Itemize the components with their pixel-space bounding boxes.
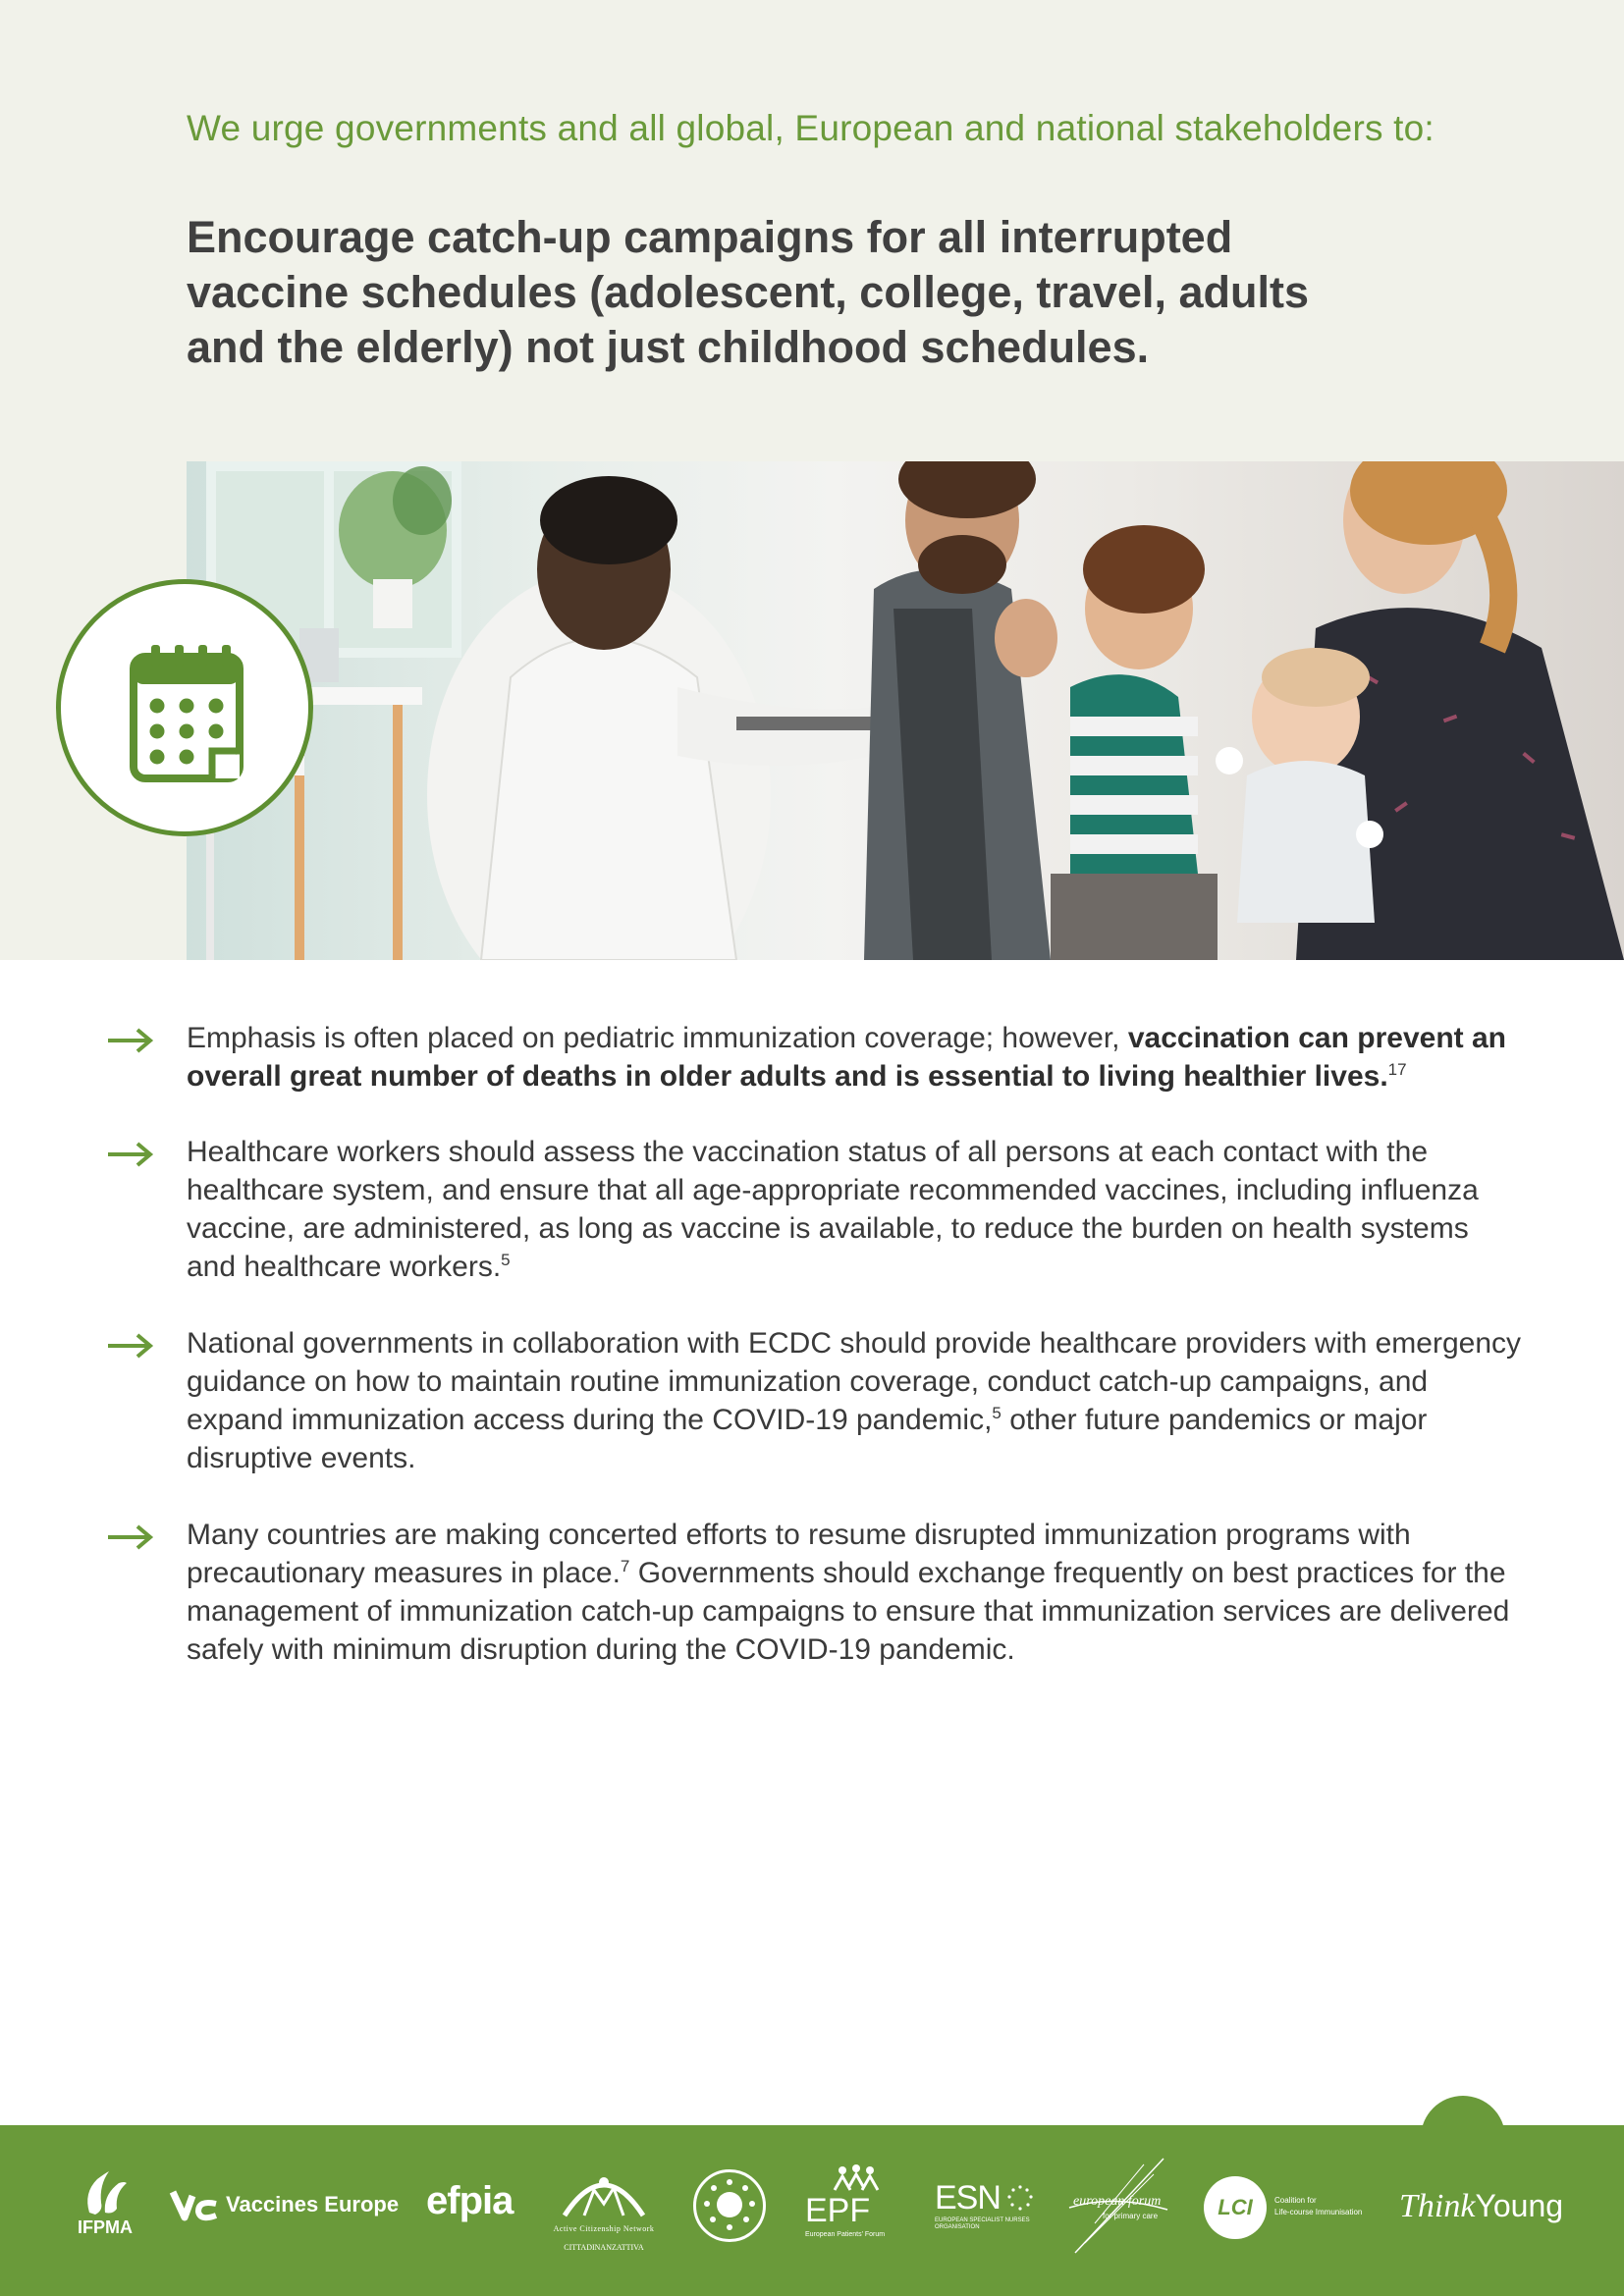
vaccines-europe-logo: Vaccines Europe [169,2186,405,2225]
footer-logo-bar: IFPMA Vaccines Europe efpia Active Citizenship Network CITTADINANZATTIVA EPF European Patients' Forum ESN EUROPEAN SPECIALIST NURSES ORGANISATION european forum for primary care LCI Coalition for Life-course Immunisation ThinkYoung [0,2125,1624,2296]
arrow-right-icon [106,1141,155,1168]
thinkyoung-logo: ThinkYoung [1399,2188,1564,2224]
arrow-right-icon [106,1027,155,1054]
arrow-right-icon [106,1332,155,1360]
bullet-text-1: Emphasis is often placed on pediatric immunization coverage; however, vaccination can prevent an overall great number of deaths in older adults and is essential to living healthier lives.$^{17}$ [187,1022,1506,1093]
european-forum-primary-care-logo: european forum for primary care [1065,2155,1173,2263]
bullet-text-4: Many countries are making concerted efforts to resume disrupted immunization programs with precautionary measures in place.$^7$ Governments should exchange frequently on best practices for the management of immunization catch-up campaigns to ensure that immunization services are delivered safely with minimum disruption during the COVID-19 pandemic. [187,1519,1510,1666]
ifpma-logo: IFPMA [71,2169,139,2238]
intro-text: We urge governments and all global, European and national stakeholders to: [187,108,1435,148]
calendar-icon-badge [56,579,313,836]
bullet-text-2: Healthcare workers should assess the vaccination status of all persons at each contact with the healthcare system, and ensure that all age-appropriate recommended vaccines, including influenza vaccine, are administered, as long as vaccine is available, to reduce the burden on health systems and healthcare workers.$^5$ [187,1136,1479,1283]
vaccines-europe-mark-icon [169,2186,220,2223]
epf-people-icon [827,2164,886,2194]
lci-logo: LCI Coalition for Life-course Immunisation [1204,2176,1380,2245]
efpia-logo: efpia [426,2179,514,2222]
page-headline: Encourage catch-up campaigns for all interrupted vaccine schedules (adolescent, college, travel, adults and the elderly) not just childhood schedules. [187,212,1309,372]
arrow-right-icon [106,1523,155,1551]
star-ring-icon [696,2172,763,2239]
esn-logo: ESN EUROPEAN SPECIALIST NURSES ORGANISATION [935,2179,1043,2231]
eu-stars-icon [1007,2185,1033,2211]
acn-mark-icon [555,2164,653,2219]
round-association-logo [693,2169,766,2242]
clinic-photo-illustration [187,461,1624,960]
calendar-icon [130,641,245,786]
active-citizenship-network-logo: Active Citizenship Network CITTADINANZATTIVA [540,2164,668,2252]
ifpma-mark-icon [80,2169,131,2216]
bullet-text-3: National governments in collaboration with ECDC should provide healthcare providers with emergency guidance on how to maintain routine immunization coverage, conduct catch-up campaigns, and expand immunization access during the COVID-19 pandemic,$^5$ other future pandemics or major disruptive events. [187,1327,1522,1474]
clinic-photo [187,461,1624,960]
